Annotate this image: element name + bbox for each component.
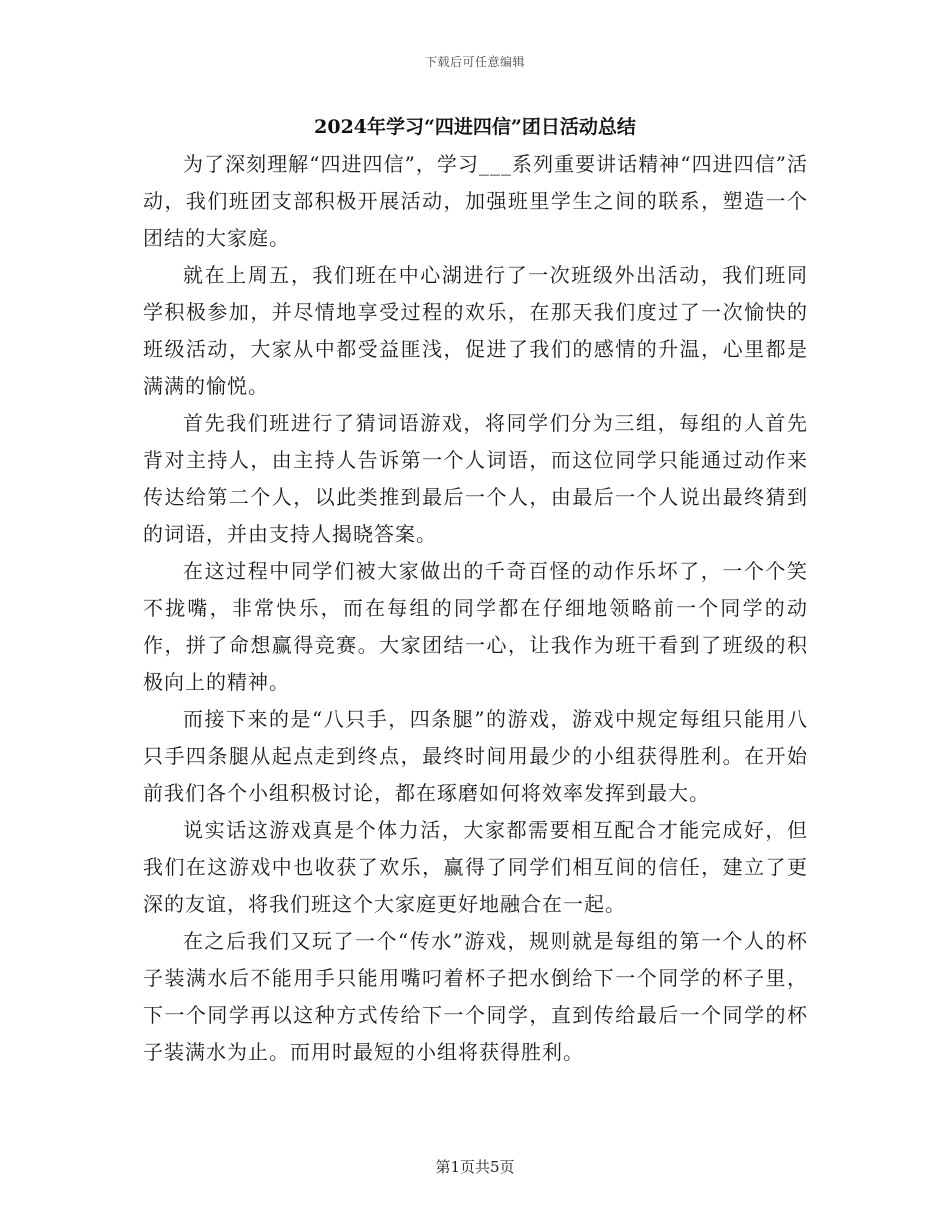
paragraph-6: 说实话这游戏真是个体力活，大家都需要相互配合才能完成好，但我们在这游戏中也收获了欢乐，赢得了同学们相互间的信任，建立了更深的友谊，将我们班这个大家庭更好地融合在一起。	[143, 818, 808, 916]
paragraph-1: 为了深刻理解“四进四信”，学习___系列重要讲话精神“四进四信”活动，我们班团支部积极开展活动，加强班里学生之间的联系，塑造一个团结的大家庭。	[143, 152, 808, 250]
paragraph-4: 在这过程中同学们被大家做出的千奇百怪的动作乐坏了，一个个笑不拢嘴，非常快乐，而在每组的同学都在仔细地领略前一个同学的动作，拼了命想赢得竞赛。大家团结一心，让我作为班干看到了班级的积极向上的精神。	[143, 559, 808, 694]
paragraph-5: 而接下来的是“八只手，四条腿”的游戏，游戏中规定每组只能用八只手四条腿从起点走到终点，最终时间用最少的小组获得胜利。在开始前我们各个小组积极讨论，都在琢磨如何将效率发挥到最大。	[143, 707, 808, 805]
document-body	[143, 146, 808, 1071]
header-note: 下载后可任意编辑	[424, 55, 525, 69]
paragraph-2: 就在上周五，我们班在中心湖进行了一次班级外出活动，我们班同学积极参加，并尽情地享受过程的欢乐，在那天我们度过了一次愉快的班级活动，大家从中都受益匪浅，促进了我们的感情的升温，心里都是满满的愉悦。	[143, 263, 808, 398]
page-number-footer: 第1页共5页	[435, 1158, 515, 1176]
paragraph-3: 首先我们班进行了猜词语游戏，将同学们分为三组，每组的人首先背对主持人，由主持人告诉第一个人词语，而这位同学只能通过动作来传达给第二个人，以此类推到最后一个人，由最后一个人说出最终猜到的词语，并由支持人揭晓答案。	[143, 411, 808, 546]
paragraph-7: 在之后我们又玩了一个“传水”游戏，规则就是每组的第一个人的杯子装满水后不能用手只能用嘴叼着杯子把水倒给下一个同学的杯子里，下一个同学再以这种方式传给下一个同学，直到传给最后一个同学的杯子装满水为止。而用时最短的小组将获得胜利。	[143, 929, 808, 1064]
document-title: 2024年学习“四进四信”团日活动总结	[314, 116, 636, 138]
